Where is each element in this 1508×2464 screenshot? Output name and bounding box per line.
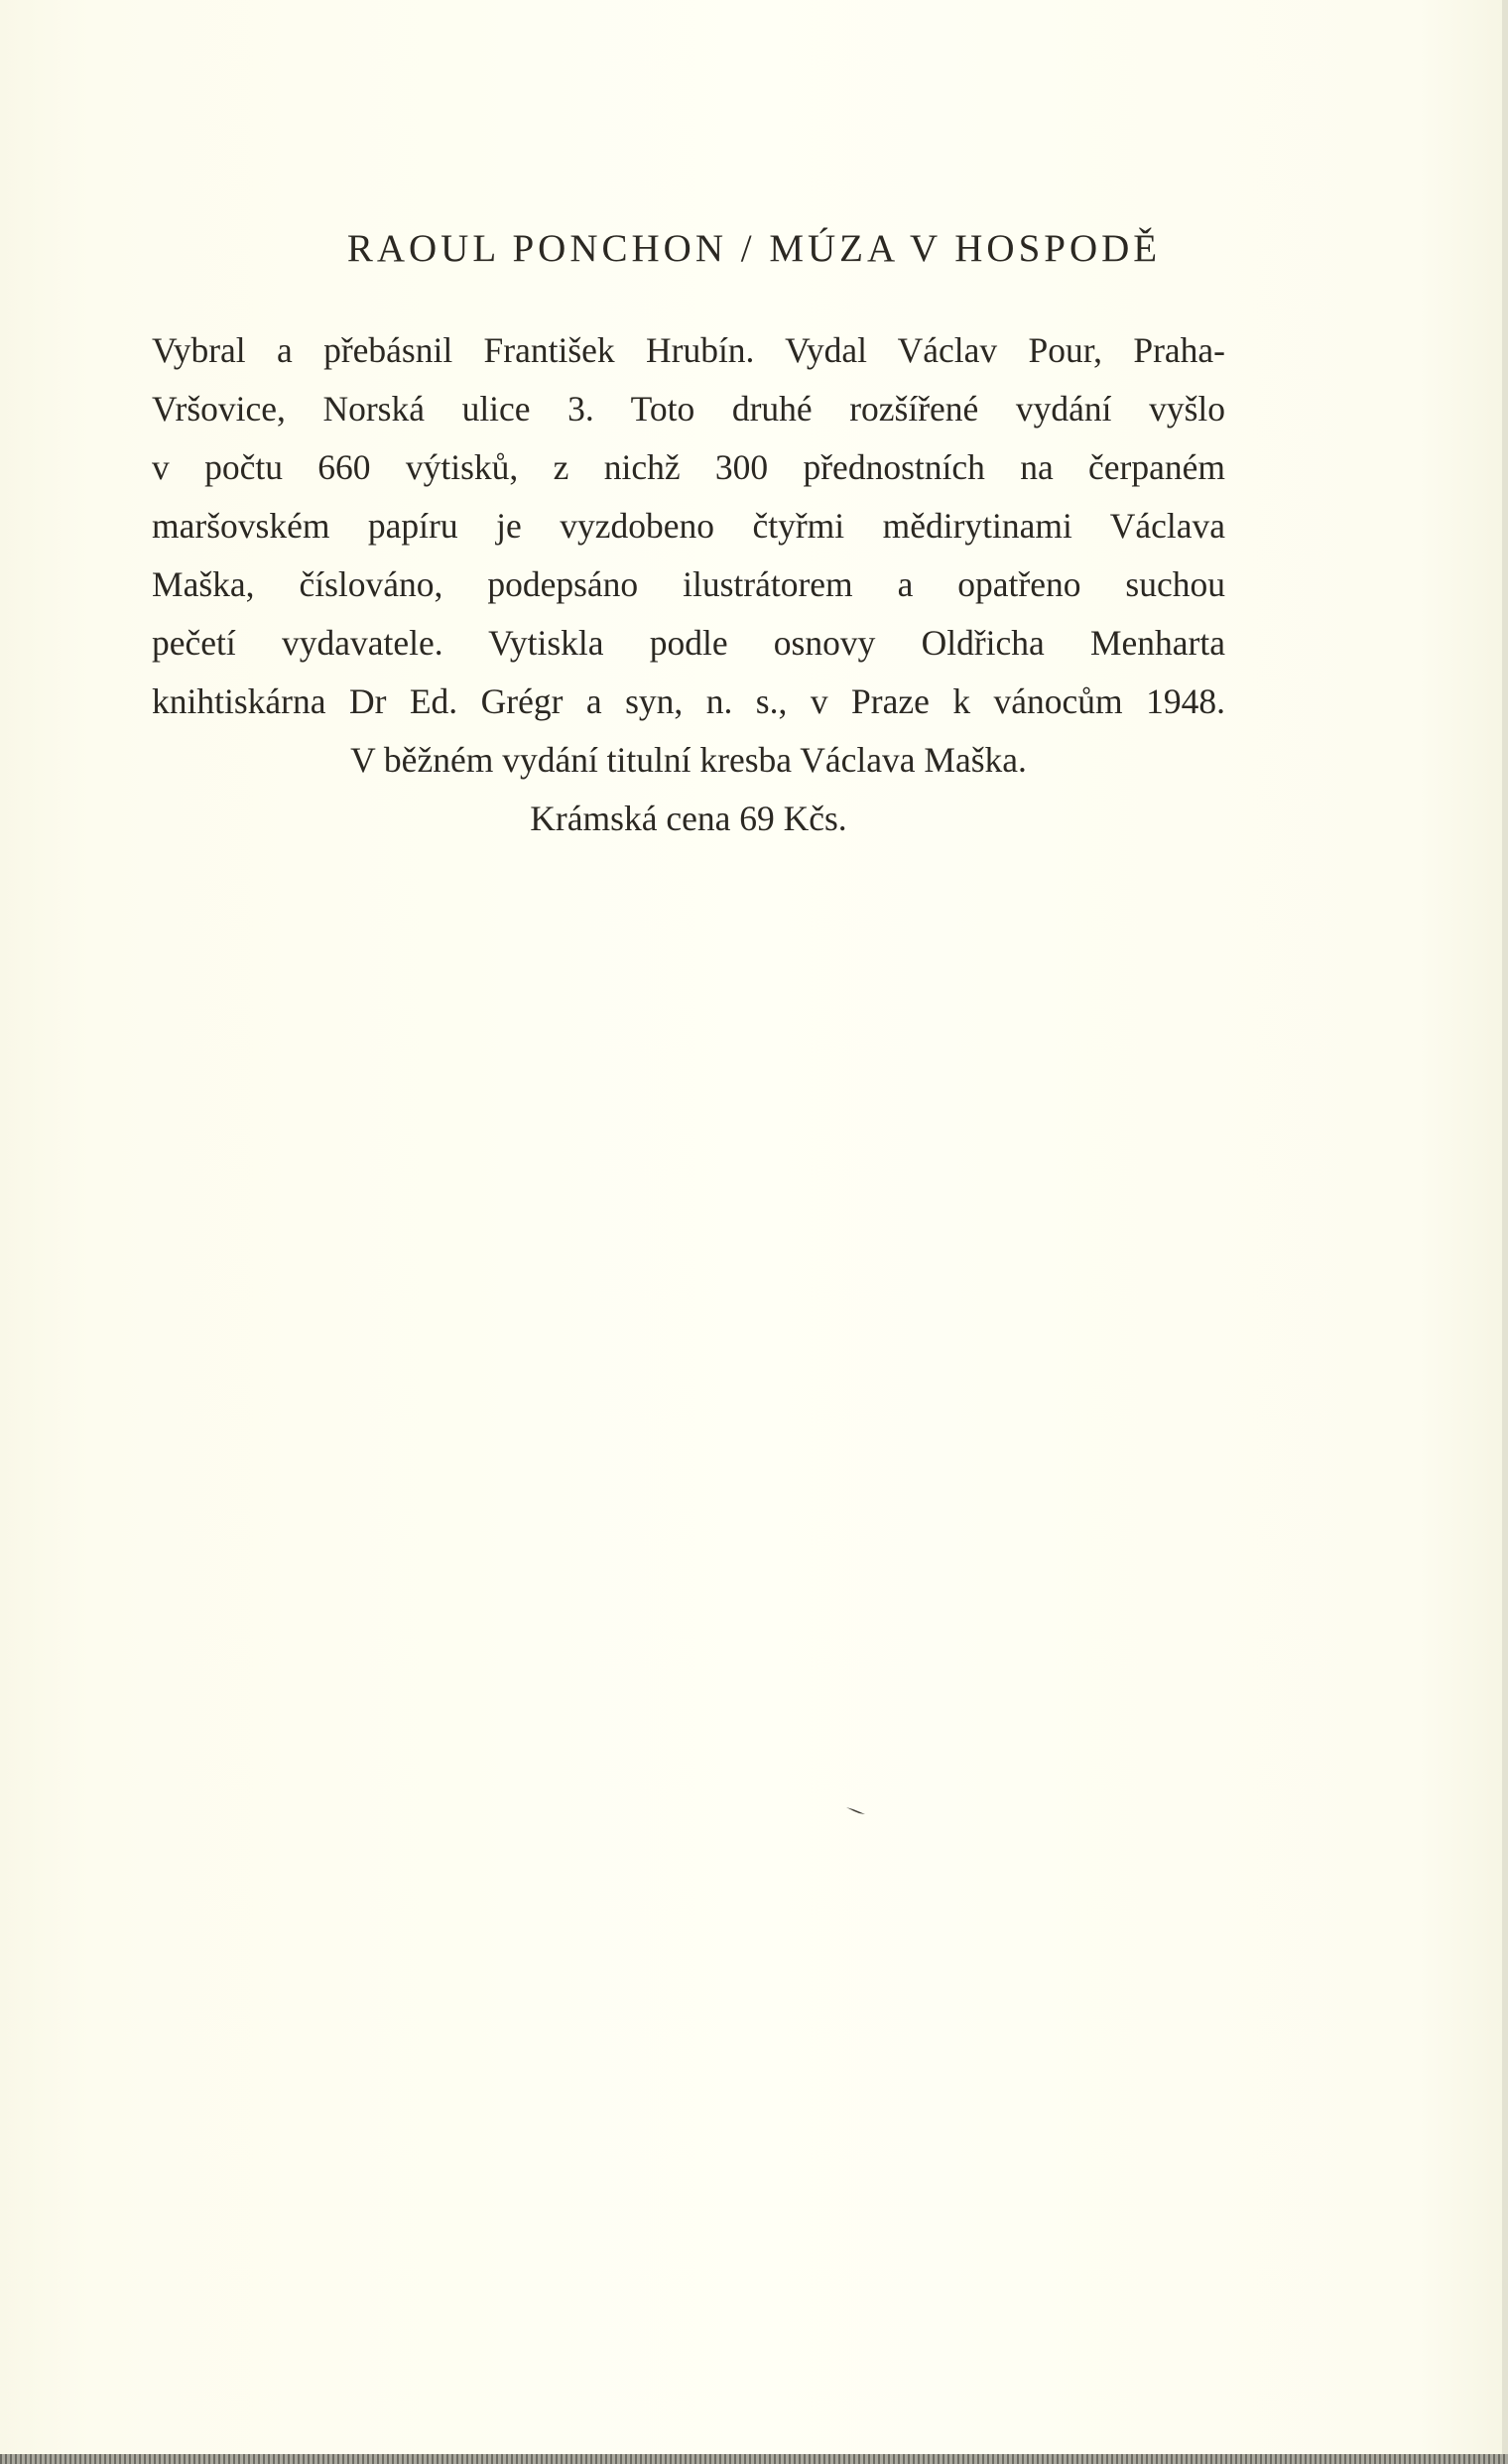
colophon-line: maršovském papíru je vyzdobeno čtyřmi mědirytinami Václava	[152, 506, 1225, 546]
ink-speck-icon	[845, 1805, 867, 1815]
colophon-text	[152, 321, 1225, 848]
book-title: RAOUL PONCHON / MÚZA V HOSPODĚ	[346, 227, 1162, 270]
page-edge-right	[1502, 0, 1508, 2464]
colophon-line: Vršovice, Norská ulice 3. Toto druhé rozšířené vydání vyšlo	[152, 389, 1225, 429]
colophon-line: Maška, číslováno, podepsáno ilustrátorem a opatřeno suchou	[152, 564, 1225, 604]
regular-edition-note: V běžném vydání titulní kresba Václava Maška.	[350, 740, 1027, 780]
colophon-line: Vybral a přebásnil František Hrubín. Vydal Václav Pour, Praha-	[152, 330, 1225, 370]
colophon-line: v počtu 660 výtisků, z nichž 300 přednostních na čerpaném	[152, 447, 1225, 487]
colophon-line: pečetí vydavatele. Vytiskla podle osnovy Oldřicha Menharta	[152, 623, 1225, 663]
page-edge-bottom	[0, 2454, 1508, 2464]
colophon-line: knihtiskárna Dr Ed. Grégr a syn, n. s., v Praze k vánocům 1948.	[152, 681, 1225, 721]
price-line: Krámská cena 69 Kčs.	[530, 799, 847, 838]
